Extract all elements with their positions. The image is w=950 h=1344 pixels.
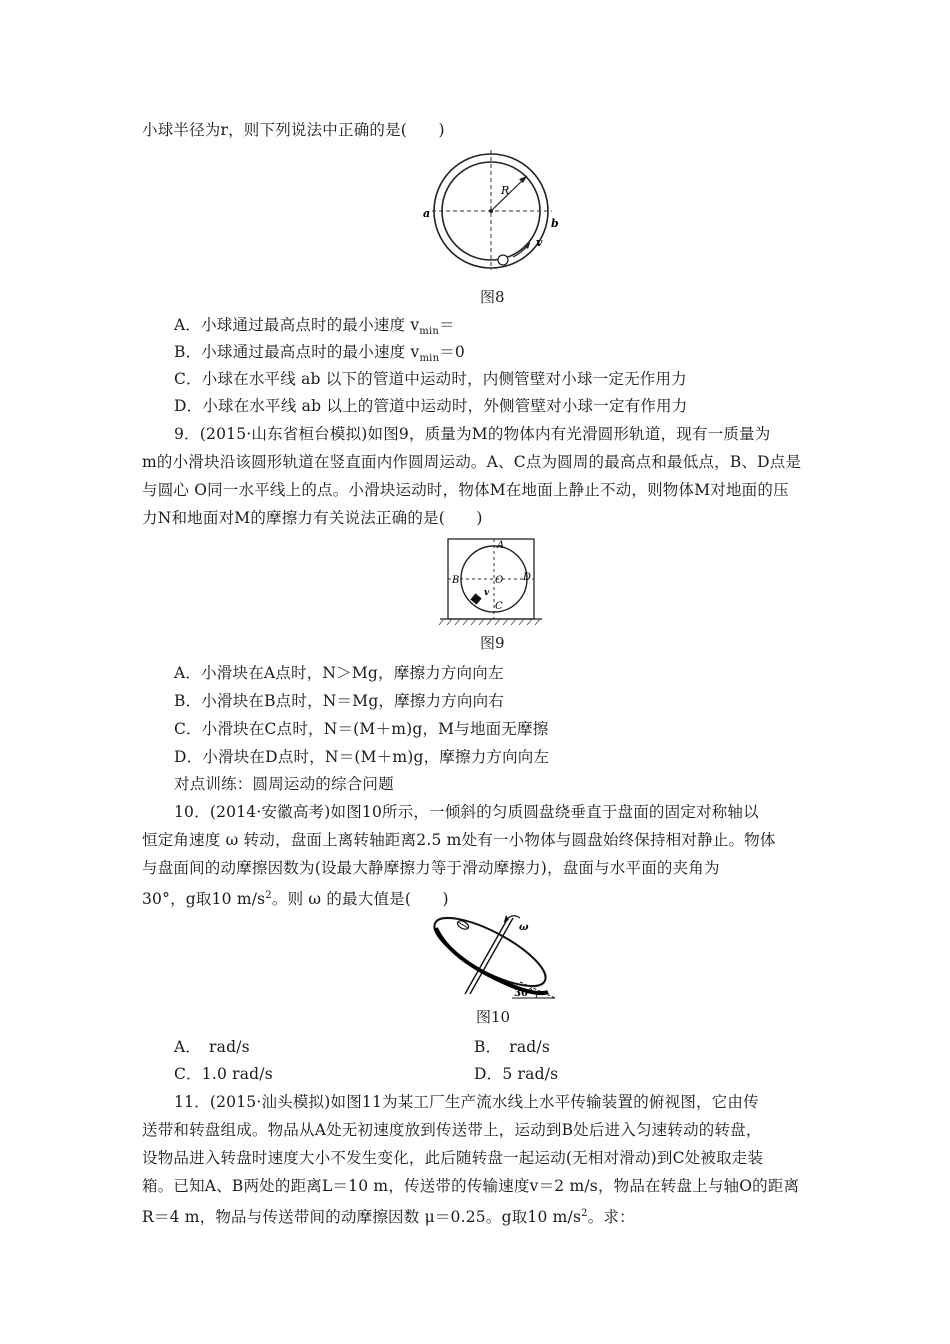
q9-stem-line-1: 9．(2015·山东省桓台模拟)如图9，质量为M的物体内有光滑圆形轨道，现有一质量为 <box>174 425 771 443</box>
figure-9-caption: 图9 <box>480 634 505 652</box>
figure-10-label-angle: 30° <box>514 988 533 999</box>
q8-option-a-sub: min <box>419 326 440 338</box>
section-heading: 对点训练：圆周运动的综合问题 <box>174 775 394 793</box>
figure-8-label-b: b <box>551 217 559 230</box>
figure-9-diagram <box>436 535 546 633</box>
figure-8-caption: 图8 <box>480 288 505 306</box>
q9-option-b: B．小滑块在B点时，N＝Mg，摩擦力方向向右 <box>174 692 505 710</box>
q9-option-c: C．小滑块在C点时，N＝(M＋m)g，M与地面无摩擦 <box>174 720 549 738</box>
q8-option-b-tail: ＝0 <box>439 343 465 361</box>
q11-stem-line-1: 11．(2015·汕头模拟)如图11为某工厂生产流水线上水平传输装置的俯视图，它由传 <box>174 1093 759 1111</box>
q9-option-a: A．小滑块在A点时，N＞Mg，摩擦力方向向左 <box>174 664 504 682</box>
q11-stem-line-4: 箱。已知A、B两处的距离L＝10 m，传送带的传输速度v＝2 m/s，物品在转盘上与轴O的距离 <box>142 1177 800 1195</box>
q11-line5-head: R＝4 m，物品与传送带间的动摩擦因数 μ＝0.25。g取10 m/s <box>142 1208 582 1227</box>
q11-line5-tail: 。求： <box>587 1208 635 1227</box>
q10-option-d: D．5 rad/s <box>474 1065 559 1083</box>
q8-option-a <box>174 315 455 342</box>
figure-9-label-C: C <box>495 601 503 612</box>
q8-stem: 小球半径为r，则下列说法中正确的是( ) <box>142 121 445 139</box>
q9-stem-line-4: 力N和地面对M的摩擦力有关说法正确的是( ) <box>142 509 483 527</box>
q8-option-b-sub: min <box>419 353 440 365</box>
q9-option-d: D．小滑块在D点时，N＝(M＋m)g，摩擦力方向向左 <box>174 748 550 766</box>
q10-line4-tail: 。则 ω 的最大值是( ) <box>271 890 449 909</box>
q8-option-a-text: A．小球通过最高点时的最小速度 v <box>174 316 420 334</box>
q8-option-b-text: B．小球通过最高点时的最小速度 v <box>174 343 420 361</box>
q8-option-d: D．小球在水平线 ab 以上的管道中运动时，外侧管壁对小球一定有作用力 <box>174 397 688 415</box>
figure-9-label-D: D <box>523 572 532 583</box>
q10-line4-sup: 2 <box>265 890 272 901</box>
figure-8-label-R: R <box>501 184 510 197</box>
q10-stem-line-4 <box>142 886 449 909</box>
q10-stem-line-1: 10．(2014·安徽高考)如图10所示，一倾斜的匀质圆盘绕垂直于盘面的固定对称轴以 <box>174 803 759 821</box>
figure-8-label-v: v <box>536 236 543 249</box>
q9-stem-line-2: m的小滑块沿该圆形轨道在竖直面内作圆周运动。A、C点为圆周的最高点和最低点，B、D点是 <box>142 453 802 471</box>
q11-line5-sup: 2 <box>581 1208 588 1219</box>
q10-stem-line-2: 恒定角速度 ω 转动，盘面上离转轴距离2.5 m处有一小物体与圆盘始终保持相对静止。物体 <box>142 831 776 849</box>
q11-stem-line-3: 设物品进入转盘时速度大小不发生变化，此后随转盘一起运动(无相对滑动)到C处被取走装 <box>142 1149 764 1167</box>
q10-option-a: A． rad/s <box>174 1038 250 1056</box>
q9-stem-line-3: 与圆心 O同一水平线上的点。小滑块运动时，物体M在地面上静止不动，则物体M对地面的压 <box>142 481 789 499</box>
figure-9-label-O: O <box>495 575 504 586</box>
figure-9-label-B: B <box>452 575 460 586</box>
q11-stem-line-5 <box>142 1204 635 1227</box>
q8-option-c: C．小球在水平线 ab 以下的管道中运动时，内侧管壁对小球一定无作用力 <box>174 370 687 388</box>
q11-stem-line-2: 送带和转盘组成。物品从A处无初速度放到传送带上，运动到B处后进入匀速转动的转盘， <box>142 1121 762 1139</box>
q10-option-b: B． rad/s <box>474 1038 550 1056</box>
q10-line4-head: 30°，g取10 m/s <box>142 890 266 909</box>
figure-10-label-omega: ω <box>519 922 529 933</box>
figure-10-diagram <box>420 908 565 1003</box>
figure-10-caption: 图10 <box>476 1008 511 1026</box>
figure-8-diagram <box>420 142 570 272</box>
figure-9-label-v: v <box>484 588 490 598</box>
q8-option-a-tail: ＝ <box>439 316 455 334</box>
q8-option-b <box>174 342 465 369</box>
q10-stem-line-3: 与盘面间的动摩擦因数为(设最大静摩擦力等于滑动摩擦力)，盘面与水平面的夹角为 <box>142 859 720 877</box>
q10-option-c: C．1.0 rad/s <box>174 1065 273 1083</box>
figure-9-label-A: A <box>497 540 505 551</box>
figure-8-label-a: a <box>423 207 431 220</box>
